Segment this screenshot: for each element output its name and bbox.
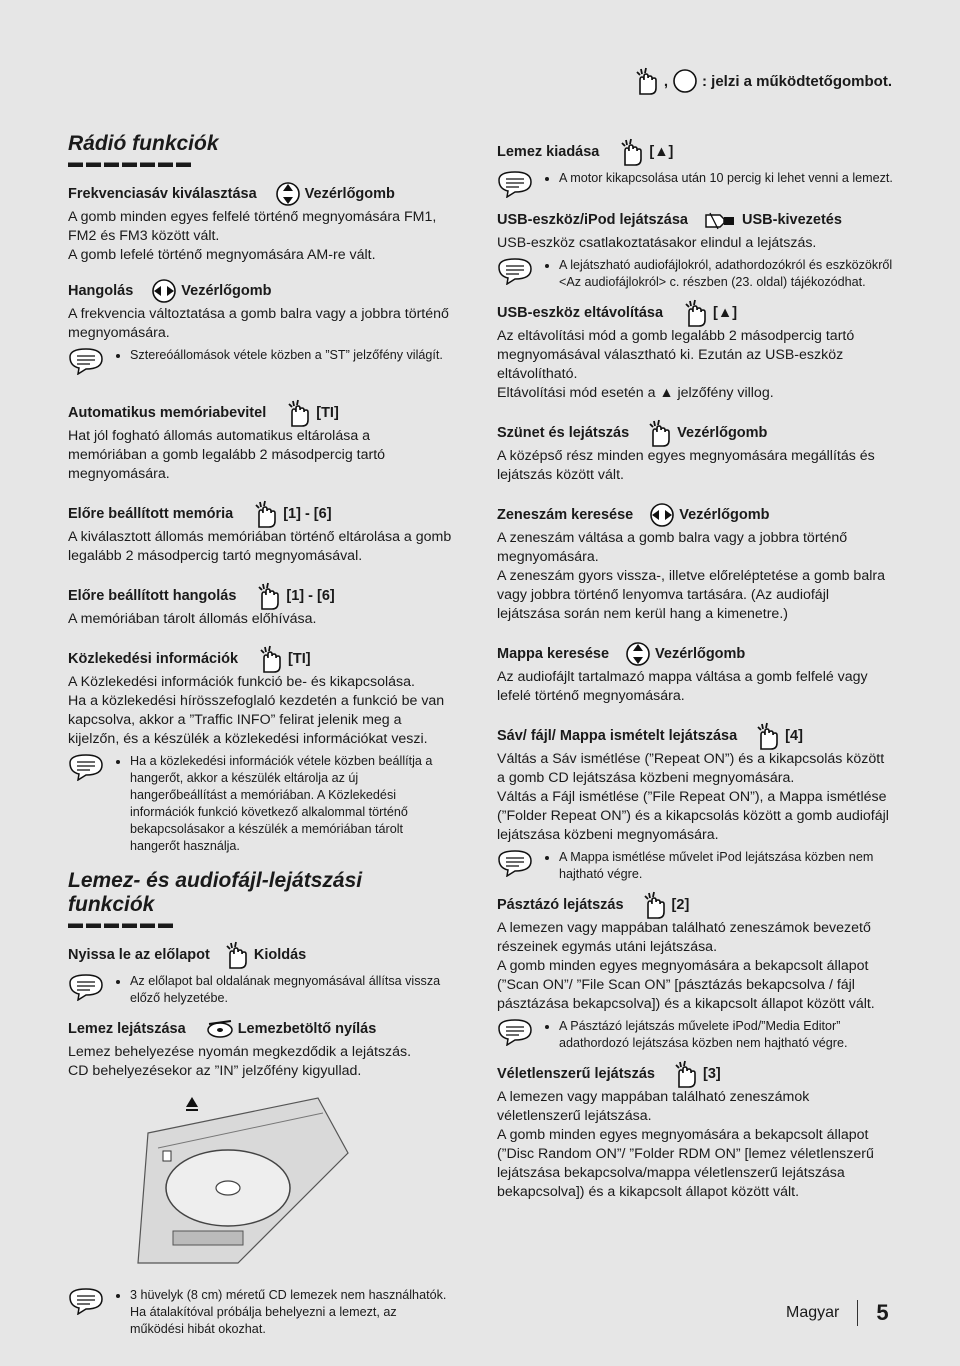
paragraph: A kiválasztott állomás memóriában történő eltárolása a gomb legalább 2 másodpercig tartó megnyomásával. [68,529,452,564]
paragraph: A gomb minden egyes megnyomására a bekapcsolt állapot (”Disc Random ON”/ ”Folder RDM ON” [lemez véletlenszerű lejátszása bekapcsolva/mappa véletlenszerű lejátszása bekapcsolva]) és a kikapcsolt állapot között vált. [497,1127,874,1200]
heading-ams: Automatikus memóriabevitel [TI] [68,399,452,427]
note-icon [68,753,104,781]
note-icon [497,849,533,877]
section-title-disc: Lemez- és audiofájl-lejátszási funkciók [68,869,363,916]
note: • A Mappa ismétlése művelet iPod lejátszása közben nem hajtható végre. [497,849,893,883]
press-hand-icon [252,581,282,611]
press-hand-icon [751,721,781,751]
control-legend: , : jelzi a működtetőgombot. [630,66,892,96]
paragraph: Az audiofájlt tartalmazó mappa váltása a gomb felfelé vagy lefelé történő megnyomására. [497,669,868,704]
paragraph: A lemezen vagy mappában található zeneszámok bevezető részeinek egymás utáni lejátszása. [497,920,871,955]
usb-plug-icon [704,209,738,231]
heading-eject: Lemez kiadása [▲] [497,138,893,166]
press-hand-icon [630,66,660,96]
note: • 3 hüvelyk (8 cm) méretű CD lemezek nem használhatók. Ha átalakítóval próbálja behelyezni a lemezt, az működési hibát okozhat. [68,1287,452,1338]
page-number: 5 [876,1300,889,1325]
note-icon [68,1287,104,1315]
press-hand-icon [254,644,284,674]
paragraph: A gomb minden egyes felfelé történő megnyomására FM1, FM2 és FM3 között vált. [68,209,437,244]
note: • A Pásztázó lejátszás művelete iPod/”Media Editor” adathordozó lejátszása közben nem hajtható végre. [497,1018,893,1052]
title-underline: ▬▬▬▬▬▬ [68,915,176,932]
heading-random: Véletlenszerű lejátszás [3] [497,1060,893,1088]
heading-folder-search: Mappa keresése Vezérlőgomb [497,640,893,668]
control-knob-updown-icon [625,641,651,667]
heading-band: Frekvenciasáv kiválasztása Vezérlőgomb [68,180,452,208]
press-hand-icon [615,137,645,167]
paragraph: Az eltávolítási mód a gomb legalább 2 másodpercig tartó megnyomásával választható ki. Ezután az USB-eszköz eltávolítható. [497,328,855,382]
cd-insert-illustration [118,1093,358,1268]
heading-preset-memory: Előre beállított memória [1] - [6] [68,500,452,528]
heading-usb-remove: USB-eszköz eltávolítása [▲] [497,299,893,327]
press-hand-icon [643,418,673,448]
note: • Ha a közlekedési információk vétele közben beállítja a hangerőt, akkor a készülék eltárolja az új hangerőbeállítást a memóriában. A Közlekedési információk funkció következő alkalommal történő bekapcsolásakor a készülék a memóriában tárolt hangerőt használja. [68,753,452,855]
footer-divider [857,1300,858,1326]
heading-open-panel: Nyissa le az előlapot Kioldás [68,941,452,969]
paragraph: CD behelyezésekor az ”IN” jelzőfény kigyullad. [68,1063,362,1079]
paragraph: A lemezen vagy mappában található zeneszámok véletlenszerű lejátszása. [497,1089,810,1124]
press-hand-icon [669,1059,699,1089]
paragraph: A zeneszám váltása a gomb balra vagy a jobbra történő megnyomására. [497,530,848,565]
disc-slot-icon [206,1019,234,1039]
paragraph: A zeneszám gyors vissza-, illetve előreléptetése a gomb balra vagy jobbra történő lenyomva tartására. (Az audiofájl lejátszása során nem kerül hang a kimenetre.) [497,568,885,622]
heading-scan: Pásztázó lejátszás [2] [497,891,893,919]
title-underline: ▬▬▬▬▬▬▬ [68,154,194,171]
press-hand-icon [679,298,709,328]
note: • A lejátszható audiofájlokról, adathordozókról és eszközökről <Az audiofájlokról> c. részben (23. oldal) tájékozódhat. [497,257,893,291]
heading-repeat: Sáv/ fájl/ Mappa ismételt lejátszása [4] [497,722,893,750]
heading-disc-play: Lemez lejátszása Lemezbetöltő nyílás [68,1021,377,1037]
right-column [497,132,893,1202]
language-label: Magyar [786,1304,840,1321]
paragraph: A Közlekedési információk funkció be- és kikapcsolása. [68,674,415,690]
left-column [68,132,452,1346]
paragraph: Hat jól fogható állomás automatikus eltárolása a memóriában a gomb legalább 2 másodpercig tartó megnyomására. [68,428,386,482]
paragraph: Ha a közlekedési hírösszefoglaló kezdetén a funkció be van kapcsolva, akkor a ”Traffic INFO” felirat jelenik meg a kijelzőn, és a készülék a közlekedési információkat veszi. [68,693,445,747]
note-icon [68,973,104,1001]
knob-icon [672,68,698,94]
note-icon [497,257,533,285]
paragraph: Váltás a Sáv ismétlése (”Repeat ON”) és a kikapcsolás között a gomb CD lejátszása közbeni megnyomására. [497,751,885,786]
paragraph: Lemez behelyezése nyomán megkezdődik a lejátszás. [68,1044,412,1060]
paragraph: A memóriában tárolt állomás előhívása. [68,611,317,627]
heading-preset-tuning: Előre beállított hangolás [1] - [6] [68,582,452,610]
page-footer [786,1300,889,1326]
control-knob-updown-icon [275,181,301,207]
note-icon [497,170,533,198]
legend-text: : jelzi a működtetőgombot. [702,72,892,90]
paragraph: A gomb minden egyes megnyomására a bekapcsolt állapot (”Scan ON”/ ”File Scan ON” [pásztázás bekapcsolva / fájl pásztázása bekapcsolva]) és a kikapcsolt állapot között vált. [497,958,875,1012]
paragraph: Eltávolítási mód esetén a ▲ jelzőfény villog. [497,385,774,401]
paragraph: A gomb lefelé történő megnyomására AM-re vált. [68,247,376,263]
note: • Sztereóállomások vétele közben a ”ST” jelzőfény világít. [68,347,452,375]
note: • A motor kikapcsolása után 10 percig ki lehet venni a lemezt. [497,170,893,198]
paragraph: USB-eszköz csatlakoztatásakor elindul a lejátszás. [497,235,817,251]
section-title-radio: Rádió funkciók [68,132,219,155]
control-knob-leftright-icon [649,502,675,528]
paragraph: A középső rész minden egyes megnyomására megállítás és lejátszás között vált. [497,448,875,483]
heading-track-search: Zeneszám keresése Vezérlőgomb [497,501,893,529]
note-icon [68,347,104,375]
paragraph: Váltás a Fájl ismétlése (”File Repeat ON”), a Mappa ismétlése (”Folder Repeat ON”) és a kikapcsolás között a gomb audiofájl lejátszása közbeni megnyomására. [497,789,889,843]
heading-usb-play: USB-eszköz/iPod lejátszása USB-kivezetés [497,206,893,234]
control-knob-leftright-icon [151,278,177,304]
note: • Az előlapot bal oldalának megnyomásával állítsa vissza előző helyzetébe. [68,973,452,1007]
press-hand-icon [638,890,668,920]
heading-pause: Szünet és lejátszás Vezérlőgomb [497,419,893,447]
heading-traffic: Közlekedési információk [TI] [68,645,452,673]
paragraph: A frekvencia változtatása a gomb balra vagy a jobbra történő megnyomására. [68,306,449,341]
note-icon [497,1018,533,1046]
heading-tune: Hangolás Vezérlőgomb [68,277,452,305]
press-hand-icon [282,398,312,428]
press-hand-icon [249,499,279,529]
press-hand-icon [220,940,250,970]
